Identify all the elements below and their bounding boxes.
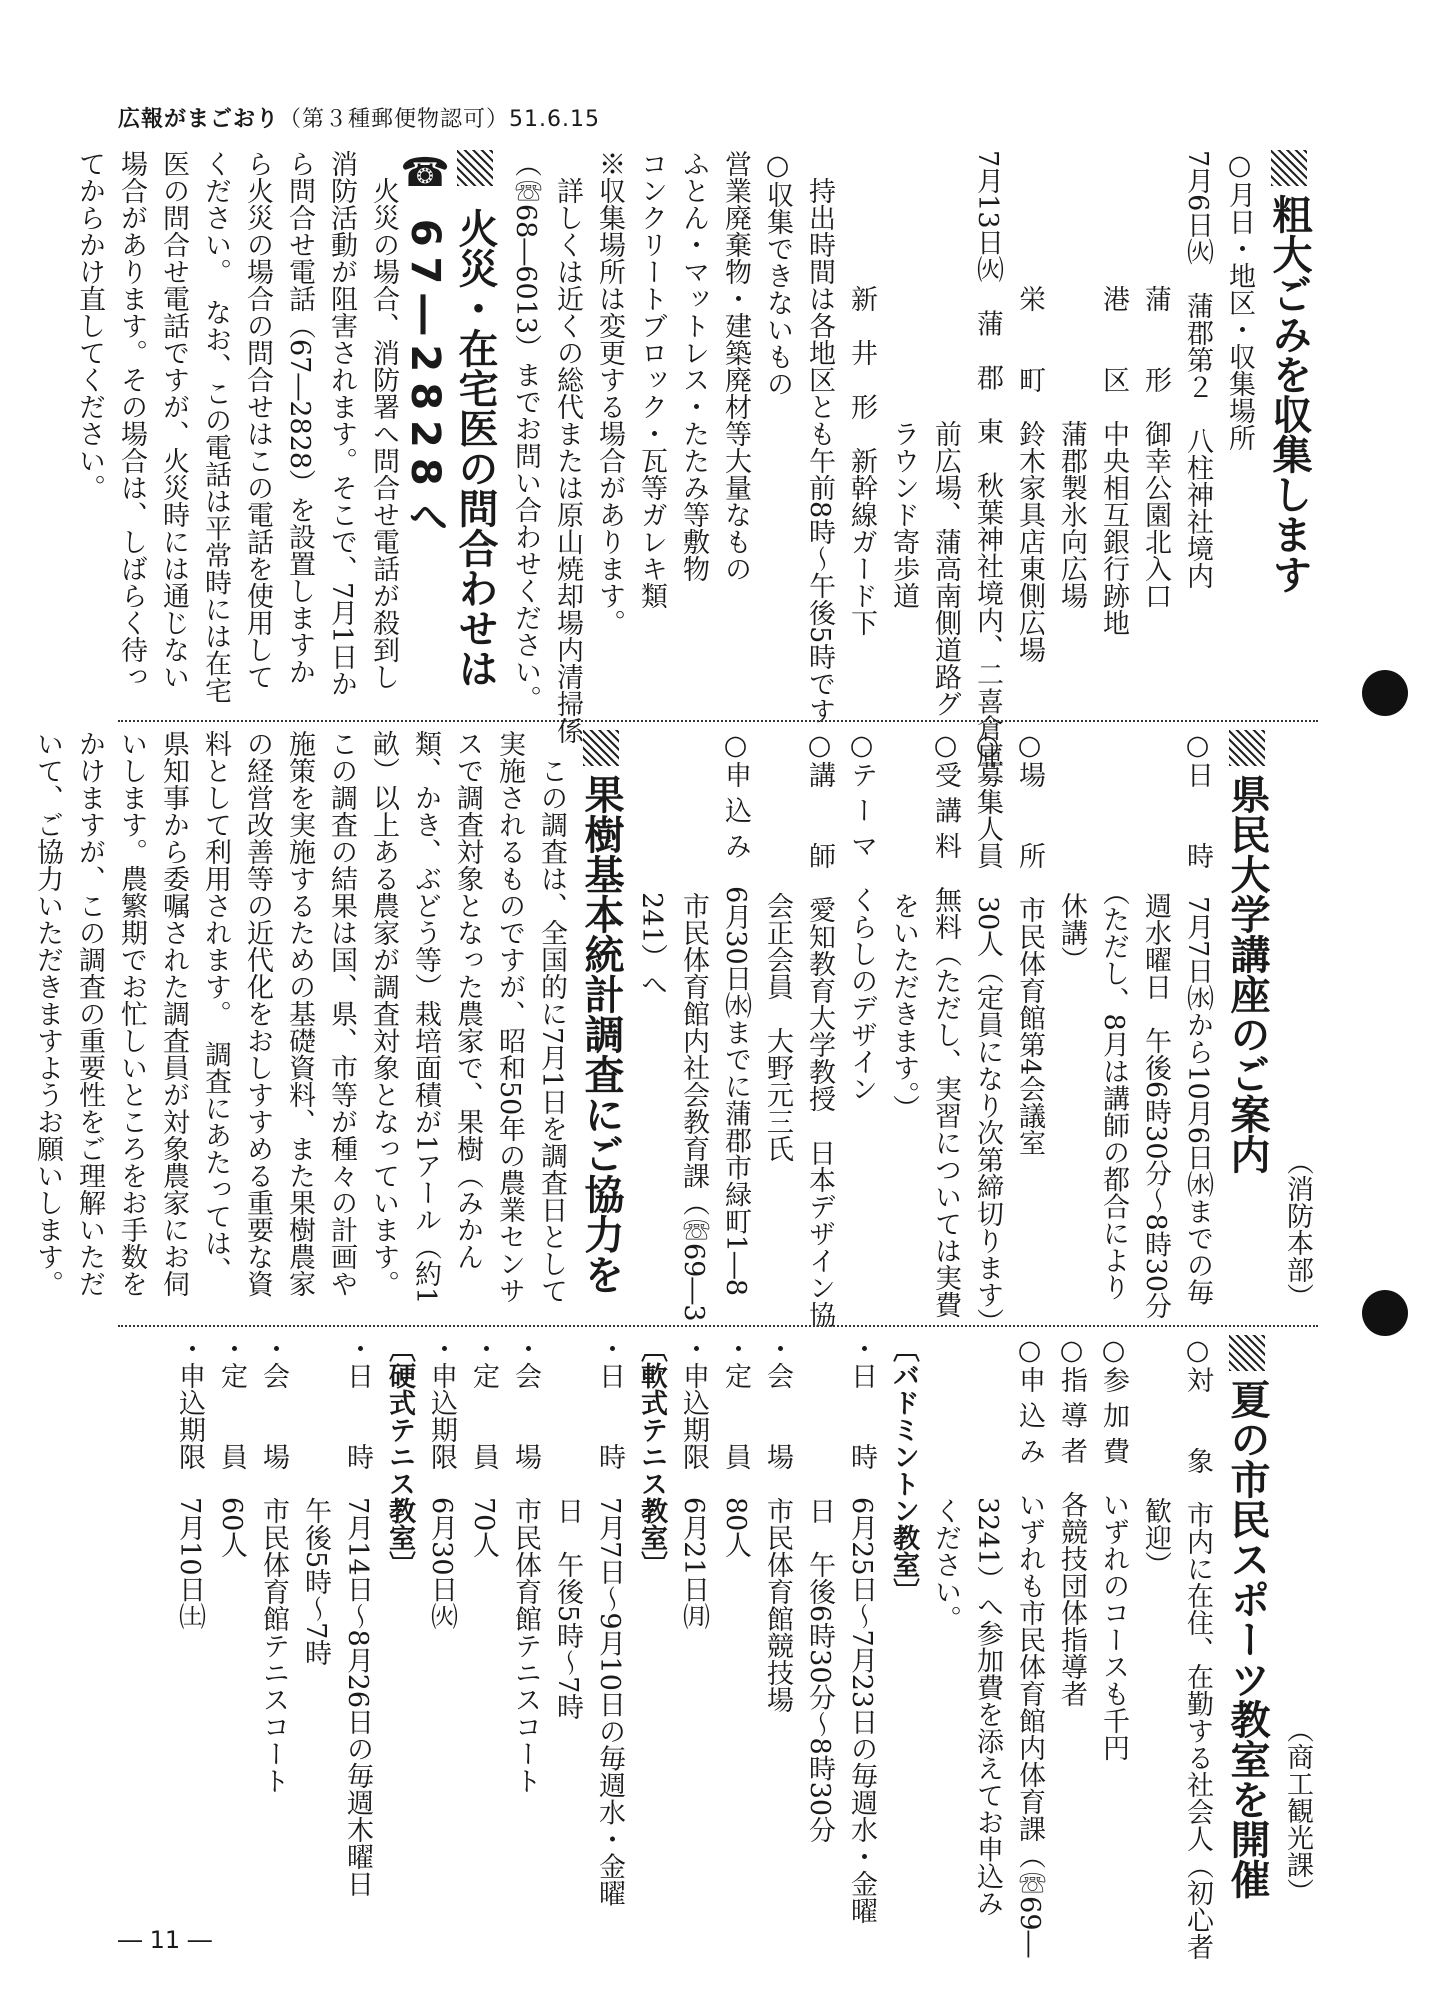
garbage-lines [504, 150, 1260, 769]
text-line: をいただきます。） [888, 730, 919, 1122]
text-line: ・定 員 60人 [216, 1335, 247, 1559]
hard-tennis-heading: 〔硬式テニス教室〕 [384, 1335, 415, 1578]
margin-dot-2 [1362, 1290, 1408, 1336]
text-line: ○テ ー マ くらしのデザイン [846, 730, 877, 1103]
text-line: 7月6日㈫ 蒲郡第２ 八柱神社境内 [1182, 150, 1213, 590]
text-line: 休講） [1056, 730, 1087, 973]
text-line: ○収集できないもの [762, 150, 793, 397]
text-line: 詳しくは近くの総代または原山焼却場内清掃係 [552, 150, 583, 744]
text-line: ・会 場 市民体育館競技場 [762, 1335, 793, 1713]
fire-number: 67―2828へ [402, 218, 448, 546]
fire-title-text: 火災・在宅医の問合わせは [452, 207, 498, 688]
text-line: 午後5時～7時 [300, 1335, 331, 1667]
university-title: 県民大学講座のご案内 [1218, 730, 1276, 1310]
text-line: 営業廃棄物・建築廃材等大量なもの [720, 150, 751, 582]
fire-number-heading [404, 150, 446, 705]
fruit-title: 果樹基本統計調査にご協力を [572, 730, 630, 1310]
text-line: 市民体育館内社会教育課（☏69―3 [678, 730, 709, 1322]
text-line: ○場 所 市民体育館第4会議室 [1014, 730, 1045, 1157]
text-line: 港 区 中央相互銀行跡地 [1098, 150, 1129, 636]
university-lines [630, 730, 1218, 1336]
text-line: ○月日・地区・収集場所 [1224, 150, 1255, 451]
text-line: 前広場、蒲高南側道路グ [930, 150, 961, 717]
text-line: ○日 時 7月7日㈬から10月6日㈬までの毎 [1182, 730, 1213, 1306]
text-line: ※収集場所は変更する場合があります。 [594, 150, 625, 636]
sports-general [924, 1335, 1218, 1960]
header-publication: （第３種郵便物認可）51.6.15 [279, 107, 600, 132]
text-line: ・会 場 市民体育館テニスコート [510, 1335, 541, 1794]
text-line: ふとん・マットレス・たたみ等敷物 [678, 150, 709, 582]
text-line: ・日 時 7月7日～9月10日の毎週水・金曜 [594, 1335, 625, 1907]
text-line: ○講 師 愛知教育大学教授 日本デザイン協 [804, 730, 835, 1328]
badminton-lines [672, 1335, 882, 1925]
fire-title [446, 150, 504, 705]
fruit-source: （商工観光課） [1282, 1716, 1313, 1905]
text-line: ○参 加 費 いずれのコースも千円 [1098, 1335, 1129, 1762]
text-line: （ただし、8月は講師の都合により [1098, 730, 1129, 1301]
badminton-heading: 〔バドミントン教室〕 [888, 1335, 919, 1605]
text-line: 7月13日㈫ 蒲 郡 東 秋葉神社境内、二喜倉庫 [972, 150, 1003, 769]
middle-band [32, 730, 1318, 1336]
fire-source: （消防本部） [1282, 1148, 1313, 1310]
text-line: ・会 場 市民体育館テニスコート [258, 1335, 289, 1794]
divider-2 [118, 1325, 1318, 1327]
text-line: 新 井 形 新幹線ガード下 [846, 150, 877, 636]
text-line: ・定 員 80人 [720, 1335, 751, 1559]
text-line: 会正会員 大野元三氏 [762, 730, 793, 1162]
text-line: 日 午後5時～7時 [552, 1335, 583, 1721]
text-line: 栄 町 鈴木家具店東側広場 [1014, 150, 1045, 663]
text-line: ・定 員 70人 [468, 1335, 499, 1559]
text-line: ○指 導 者 各競技団体指導者 [1056, 1335, 1087, 1708]
text-line: コンクリートブロック・瓦等ガレキ類 [636, 150, 667, 609]
text-line: 週水曜日 午後6時30分～8時30分 [1140, 730, 1171, 1320]
text-line: ○申 込 み いずれも市民体育館内体育課（☏69― [1014, 1335, 1045, 1958]
text-line: ○対 象 市内に在住、在勤する社会人（初心者 [1182, 1335, 1213, 1960]
text-line: ○募集人員 30人（定員になり次第締切ります） [972, 730, 1003, 1336]
text-line: 歓迎） [1140, 1335, 1171, 1578]
garbage-title: 粗大ごみを収集します [1260, 150, 1318, 705]
text-line: ・申込期限 6月30日㈫ [426, 1335, 457, 1630]
text-line: ラウンド寄歩道 [888, 150, 919, 609]
text-line: ・日 時 7月14日～8月26日の毎週木曜日 [342, 1335, 373, 1898]
divider-1 [118, 720, 1318, 722]
fire-body: 火災の場合、消防署へ問合せ電話が殺到し消防活動が阻害されます。そこで、7月1日から問合せ電話（67―2828）を設置しますから火災の場合の問合せはこの電話を使用してください。 なお、この電話は平常時には在宅医の問合せ電話ですが、火災時には通じない場合があります。その場合は、しばらく待ってからかけ直してください。 [74, 150, 399, 704]
soft-tennis-heading: 〔軟式テニス教室〕 [636, 1335, 667, 1578]
page-number: ― 11 ― [118, 1926, 212, 1954]
text-line: 持出時間は各地区とも午前8時～午後5時です [804, 150, 835, 725]
page-header [118, 102, 600, 133]
text-line: ○申 込 み 6月30日㈬までに蒲郡市緑町1―8 [720, 730, 751, 1297]
header-title: 広報がまごおり [118, 107, 280, 132]
soft-tennis-lines [420, 1335, 630, 1905]
fruit-body: この調査は、全国的に7月1日を調査日として実施されるものですが、昭和50年の農業センサスで調査対象となった農家で、果樹（みかん類、かき、ぶどう等）栽培面積が1アール（約1畝）以上ある農家が調査対象となっています。 この調査の結果は国、県、市等が種々の計画や施策を実施するための基礎資料、また果樹農家の経営改善等の近代化をおしすすめる重要な資料として利用されます。 調査にあたっては、県知事から委嘱された調査員が対象農家にお伺いします。農繁期でお忙しいところをお手数をかけますが、この調査の重要性をご理解いただいて、ご協力いただきますようお願いします。 [32, 730, 567, 1311]
text-line: 日 午後6時30分～8時30分 [804, 1335, 835, 1844]
text-line: ・申込期限 6月21日㈪ [678, 1335, 709, 1630]
text-line: 蒲郡製氷向広場 [1056, 150, 1087, 609]
text-line: 241）へ [636, 730, 667, 998]
top-band [74, 150, 1318, 769]
phone-icon: ☎ [402, 150, 448, 196]
text-line: 3241）へ参加費を添えてお申込み [972, 1335, 1003, 1917]
hard-tennis-lines [168, 1335, 378, 1905]
text-line: ください。 [930, 1335, 961, 1632]
text-line: ・申込期限 7月10日㈯ [174, 1335, 205, 1630]
text-line: （☏68―6013）までお問い合わせください。 [510, 150, 541, 713]
text-line: ・日 時 6月25日～7月23日の毎週水・金曜 [846, 1335, 877, 1925]
text-line: ○受 講 料 無料（ただし、実習については実費 [930, 730, 961, 1319]
sports-title: 夏の市民スポーツ教室を開催 [1218, 1335, 1276, 1905]
margin-dot-1 [1362, 670, 1408, 716]
text-line: 蒲 形 御幸公園北入口 [1140, 150, 1171, 609]
